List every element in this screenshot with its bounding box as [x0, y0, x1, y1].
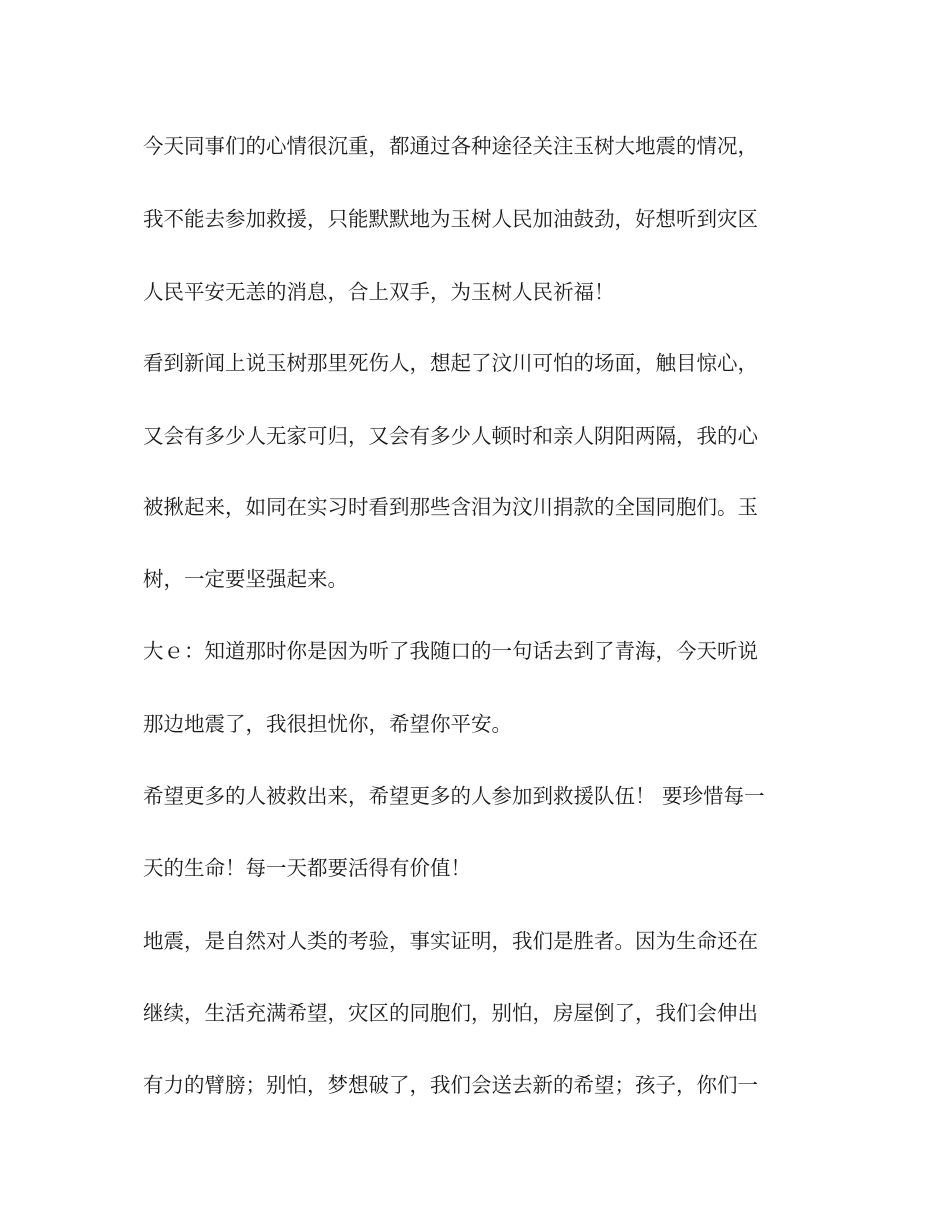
- text-line-10: 希望更多的人被救出来，希望更多的人参加到救援队伍！ 要珍惜每一: [143, 784, 765, 808]
- text-line-11: 天的生命！每一天都要活得有价值！: [143, 856, 471, 880]
- text-line-7: 树，一定要坚强起来。: [143, 567, 348, 591]
- text-line-4: 看到新闻上说玉树那里死伤人，想起了汶川可怕的场面，触目惊心，: [143, 351, 758, 375]
- text-line-14: 有力的臂膀；别怕，梦想破了，我们会送去新的希望；孩子，你们一: [143, 1073, 758, 1097]
- text-line-13: 继续，生活充满希望，灾区的同胞们，别怕，房屋倒了，我们会伸出: [143, 1001, 758, 1025]
- text-line-5: 又会有多少人无家可归，又会有多少人顿时和亲人阴阳两隔，我的心: [143, 424, 758, 448]
- text-line-2: 我不能去参加救援，只能默默地为玉树人民加油鼓劲，好想听到灾区: [143, 207, 758, 231]
- text-line-9: 那边地震了，我很担忧你，希望你平安。: [143, 712, 512, 736]
- text-line-3: 人民平安无恙的消息，合上双手，为玉树人民祈福！: [143, 280, 615, 304]
- text-line-6: 被揪起来，如同在实习时看到那些含泪为汶川捐款的全国同胞们。玉: [143, 495, 758, 519]
- text-line-1: 今天同事们的心情很沉重，都通过各种途径关注玉树大地震的情况，: [143, 134, 758, 158]
- text-line-8: 大ｅ：知道那时你是因为听了我随口的一句话去到了青海，今天听说: [143, 639, 758, 663]
- text-line-12: 地震，是自然对人类的考验，事实证明，我们是胜者。因为生命还在: [143, 929, 758, 953]
